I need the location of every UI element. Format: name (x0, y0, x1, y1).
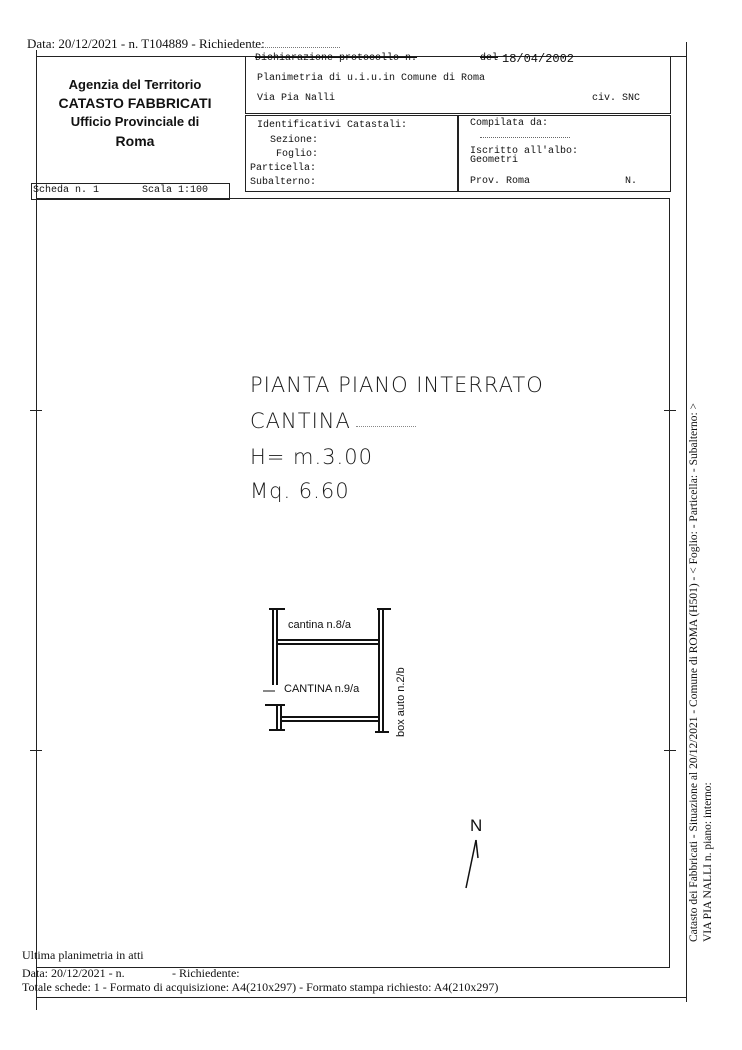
frame-right-line (686, 42, 687, 1002)
protocol-address: Via Pia Nalli (257, 93, 336, 104)
identificativi-particella: Particella: (250, 163, 317, 174)
scheda-label: Scheda n. 1 (33, 185, 100, 196)
label-box-auto: box auto n.2/b (395, 667, 407, 737)
footer-requester: - Richiedente: (172, 966, 240, 980)
tick-mark (664, 410, 676, 411)
agency-city: Roma (115, 133, 155, 149)
tick-mark (30, 410, 42, 411)
protocol-box (245, 56, 671, 114)
side-address-line: VIA PIA NALLI n. piano: interno: (702, 782, 714, 942)
identificativi-foglio: Foglio: (276, 149, 319, 160)
footer-last-plan: Ultima planimetria in atti (22, 948, 144, 962)
redacted-compiler (480, 133, 570, 138)
tick-mark (664, 750, 676, 751)
frame-bottom-line (36, 997, 686, 998)
protocol-title: Planimetria di u.i.u.in Comune di Roma (257, 73, 486, 84)
plan-title: PIANTA PIANO INTERRATO (250, 373, 544, 397)
compilata-prov: Prov. Roma (470, 176, 531, 187)
footer-totals: Totale schede: 1 - Formato di acquisizione: A4(210x297) - Formato stampa richiesto: A4(210x297) (22, 980, 499, 994)
protocol-label: Dichiarazione protocollo n. (255, 53, 418, 64)
header-request-line: Data: 20/12/2021 - n. T104889 - Richiedente: (27, 36, 265, 51)
compilata-albo: Geometri (470, 155, 519, 166)
protocol-civ: civ. SNC (592, 93, 641, 104)
agency-name: Agenzia del Territorio (68, 77, 202, 92)
tick-mark (30, 750, 42, 751)
protocol-date-label: del (480, 53, 499, 64)
compilata-label: Compilata da: (470, 118, 549, 129)
label-cantina-9a: CANTINA n.9/a (284, 683, 360, 695)
agency-block (50, 76, 220, 152)
compilata-n: N. (625, 176, 638, 187)
compilata-iscritto: Iscritto all'albo: (470, 146, 579, 157)
north-label: N (470, 816, 483, 835)
redacted-requester (250, 41, 340, 48)
scheda-scala: Scala 1:100 (142, 185, 209, 196)
identificativi-sezione: Sezione: (270, 135, 319, 146)
identificativi-subalterno: Subalterno: (250, 177, 317, 188)
drawing-sheet-frame (36, 198, 670, 968)
agency-office: Ufficio Provinciale di (70, 114, 200, 129)
side-catasto-line: Catasto dei Fabbricati - Situazione al 20/12/2021 - Comune di ROMA (H501) - < Foglio: - Particella: - Subalterno: > (688, 402, 700, 942)
footer-date: Data: 20/12/2021 - n. (22, 966, 125, 980)
label-cantina-8a: cantina n.8/a (288, 619, 351, 631)
identificativi-title: Identificativi Catastali: (257, 120, 408, 131)
redacted-unit-number (356, 423, 416, 427)
plan-height: H= m.3.00 (250, 445, 373, 469)
plan-area: Mq. 6.60 (250, 479, 350, 503)
protocol-date: 18/04/2002 (502, 52, 575, 66)
agency-catasto: CATASTO FABBRICATI (58, 95, 212, 111)
north-arrow-icon (458, 838, 488, 893)
plan-unit: CANTINA (250, 409, 351, 433)
